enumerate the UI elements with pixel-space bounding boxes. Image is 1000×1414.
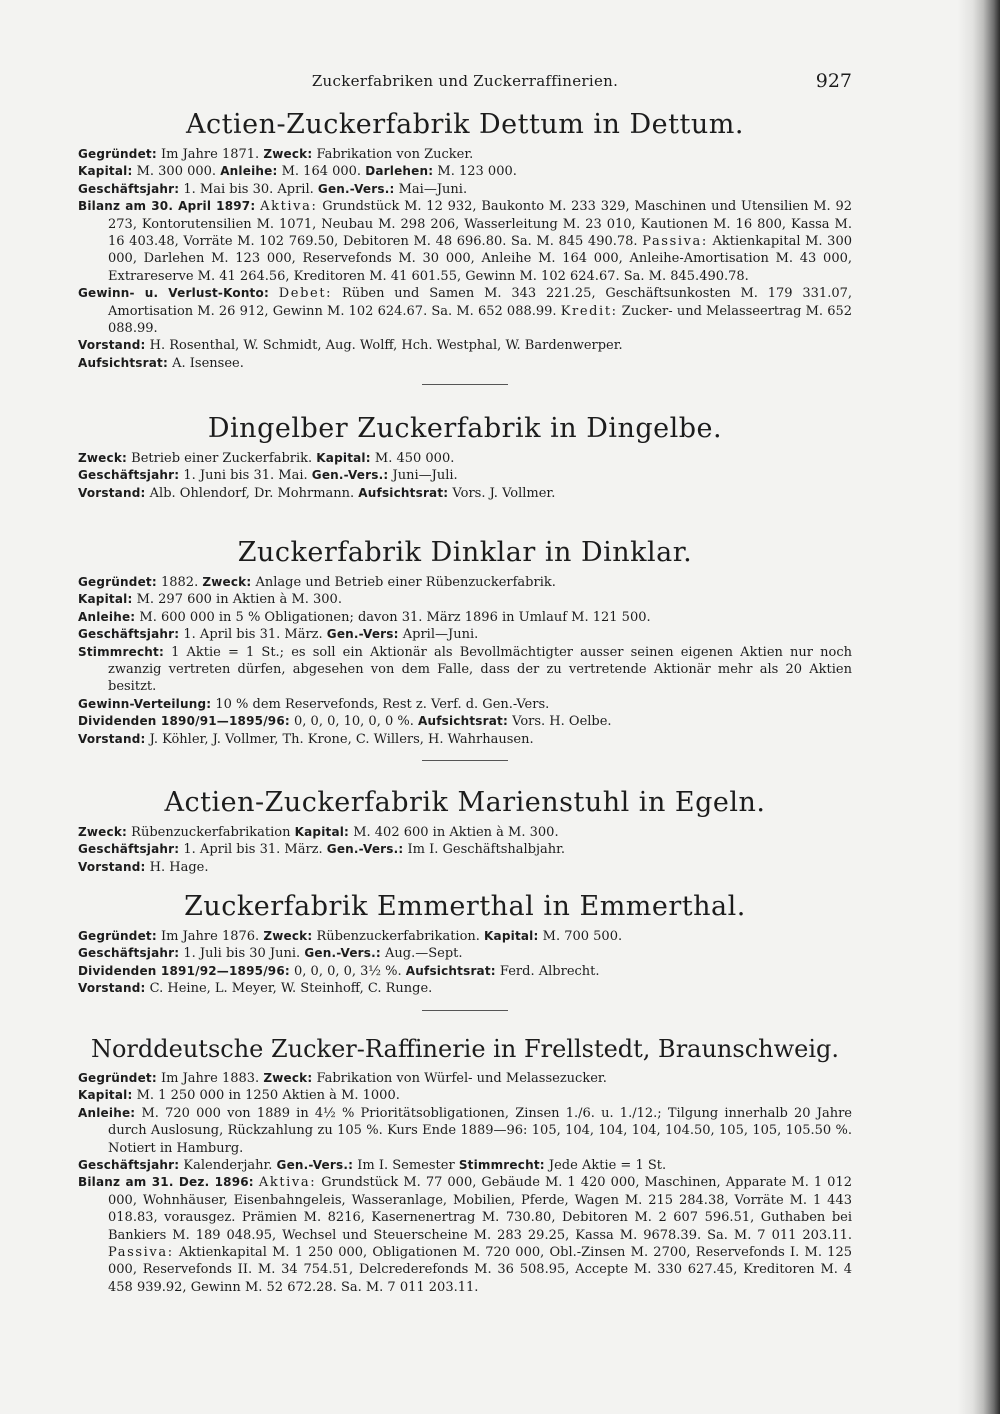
entry-line: Geschäftsjahr: 1. Juni bis 31. Mai. Gen.-Vers.: Juni—Juli. (78, 468, 458, 484)
entry-line: Dividenden 1891/92—1895/96: 0, 0, 0, 0, 3½ %. Aufsichtsrat: Ferd. Albrecht. (78, 963, 600, 979)
loan-details: Anleihe: M. 720 000 von 1889 in 4½ % Prioritätsobligationen, Zinsen 1./6. u. 1./12.; Tilgung innerhalb 20 Jahre durch Auslosung, Rückzahlung zu 105 %. Kurs Ende 1889—96: 105, 104, 104, 104, 104.50, 105, 105, 105.50 %. Notiert in Hamburg. (78, 1105, 852, 1156)
balance-sheet: Bilanz am 31. Dez. 1896: Aktiva: Grundstück M. 77 000, Gebäude M. 1 420 000, Maschinen, Apparate M. 1 012 000, Wohnhäuser, Eisenbahngeleis, Wasseranlage, Mobilien, Pferde, Wagen M. 215 284.38, Vorräte M. 1 443 018.83, vorausgez. Prämien M. 8216, Kasernenertrag M. 730.80, Debitoren M. 2 607 596.51, Guthaben bei Bankiers M. 189 048.95, Wechsel und Steuerscheine M. 283 29.25, Kassa M. 9678.39. Sa. M. 7 011 203.11. Passiva: Aktienkapital M. 1 250 000, Obligationen M. 720 000, Obl.-Zinsen M. 2700, Reservefonds I. M. 125 000, Reservefonds II. M. 34 754.51, Delcrederefonds M. 36 508.95, Accepte M. 330 627.45, Kreditoren M. 4 458 939.92, Gewinn M. 52 672.28. Sa. M. 7 011 203.11. (78, 1175, 852, 1295)
company-entry-dinklar (78, 536, 852, 761)
entry-line: Gewinn-Verteilung: 10 % dem Reservefonds, Rest z. Verf. d. Gen.-Vers. (78, 696, 550, 712)
entry-line: Geschäftsjahr: 1. Mai bis 30. April. Gen.-Vers.: Mai—Juni. (78, 181, 468, 197)
entry-line: Kapital: M. 297 600 in Aktien à M. 300. (78, 592, 342, 608)
company-entry-dettum (78, 108, 852, 385)
entry-line: Dividenden 1890/91—1895/96: 0, 0, 0, 10, 0, 0 %. Aufsichtsrat: Vors. H. Oelbe. (78, 714, 612, 730)
profit-loss-account: Gewinn- u. Verlust-Konto: Debet: Rüben und Samen M. 343 221.25, Geschäftsunkosten M. 179 331.07, Amortisation M. 26 912, Gewinn M. 102 624.67. Sa. M. 652 088.99. Kredit: Zucker- und Melasseertrag M. 652 088.99. (78, 286, 852, 337)
entry-line: Geschäftsjahr: 1. Juli bis 30 Juni. Gen.-Vers.: Aug.—Sept. (78, 946, 463, 962)
company-title: Actien-Zuckerfabrik Marienstuhl in Egeln. (164, 787, 766, 818)
entry-line: Gegründet: 1882. Zweck: Anlage und Betrieb einer Rübenzuckerfabrik. (78, 575, 556, 590)
entry-line: Gegründet: Im Jahre 1876. Zweck: Rübenzuckerfabrikation. Kapital: M. 700 500. (78, 929, 623, 944)
company-entry-emmerthal (78, 890, 852, 1011)
company-entry-dingelbe (78, 412, 852, 502)
voting-rights: Stimmrecht: 1 Aktie = 1 St.; es soll ein Aktionär als Bevollmächtigter ausser seinen eigenen Aktien nur noch zwanzig vertreten dürfen, abgesehen von dem Falle, dass der zu vertretende Aktionär mehr als 20 Aktien besitzt. (78, 644, 852, 695)
entry-line: Vorstand: J. Köhler, J. Vollmer, Th. Krone, C. Willers, H. Wahrhausen. (78, 731, 534, 747)
entry-line: Kapital: M. 300 000. Anleihe: M. 164 000. Darlehen: M. 123 000. (78, 164, 517, 180)
company-title: Actien-Zuckerfabrik Dettum in Dettum. (186, 109, 744, 140)
entry-line: Vorstand: H. Rosenthal, W. Schmidt, Aug. Wolff, Hch. Westphal, W. Bardenwerper. (78, 338, 623, 354)
balance-sheet: Bilanz am 30. April 1897: Aktiva: Grundstück M. 12 932, Baukonto M. 233 329, Maschinen und Utensilien M. 92 273, Kontorutensilien M. 1071, Neubau M. 298 206, Wasserleitung M. 23 010, Kautionen M. 16 800, Kassa M. 16 403.48, Vorräte M. 102 769.50, Debitoren M. 48 696.80. Sa. M. 845 490.78. Passiva: Aktienkapital M. 300 000, Darlehen M. 123 000, Reservefonds M. 30 000, Anleihe M. 164 000, Anleihe-Amortisation M. 43 000, Extrareserve M. 41 264.56, Kreditoren M. 41 601.55, Gewinn M. 102 624.67. Sa. M. 845.490.78. (78, 199, 852, 284)
entry-line: Geschäftsjahr: Kalenderjahr. Gen.-Vers.: Im I. Semester Stimmrecht: Jede Aktie = 1 St. (78, 1158, 667, 1174)
company-title: Norddeutsche Zucker-Raffinerie in Frellstedt, Braunschweig. (90, 1035, 840, 1063)
entry-line: Zweck: Betrieb einer Zuckerfabrik. Kapital: M. 450 000. (78, 451, 455, 466)
entry-line: Anleihe: M. 600 000 in 5 % Obligationen; davon 31. März 1896 in Umlauf M. 121 500. (78, 609, 651, 625)
separator-rule (422, 384, 508, 385)
company-title: Zuckerfabrik Dinklar in Dinklar. (237, 537, 693, 568)
separator-rule (422, 760, 508, 761)
running-header (78, 70, 852, 96)
running-title: Zuckerfabriken und Zuckerraffinerien. (311, 72, 619, 90)
entry-line: Aufsichtsrat: A. Isensee. (78, 355, 244, 371)
company-entry-frellstedt (78, 1032, 852, 1296)
entry-line: Vorstand: H. Hage. (78, 859, 209, 875)
entry-line: Gegründet: Im Jahre 1883. Zweck: Fabrikation von Würfel- und Melassezucker. (78, 1071, 607, 1086)
entry-line: Zweck: Rübenzuckerfabrikation Kapital: M. 402 600 in Aktien à M. 300. (78, 825, 559, 840)
company-title: Dingelber Zuckerfabrik in Dingelbe. (207, 413, 723, 444)
entry-line: Vorstand: C. Heine, L. Meyer, W. Steinhoff, C. Runge. (78, 981, 433, 997)
page-number: 927 (815, 70, 852, 92)
entry-line: Kapital: M. 1 250 000 in 1250 Aktien à M. 1000. (78, 1088, 400, 1104)
company-title: Zuckerfabrik Emmerthal in Emmerthal. (184, 891, 746, 922)
entry-line: Vorstand: Alb. Ohlendorf, Dr. Mohrmann. Aufsichtsrat: Vors. J. Vollmer. (78, 485, 556, 501)
separator-rule (422, 1010, 508, 1011)
entry-line: Geschäftsjahr: 1. April bis 31. März. Gen.-Vers.: Im I. Geschäftshalbjahr. (78, 842, 566, 858)
company-entry-marienstuhl (78, 786, 852, 876)
book-spine-shadow (958, 0, 1000, 1414)
entry-line: Gegründet: Im Jahre 1871. Zweck: Fabrikation von Zucker. (78, 147, 474, 162)
entry-line: Geschäftsjahr: 1. April bis 31. März. Gen.-Vers: April—Juni. (78, 627, 479, 643)
